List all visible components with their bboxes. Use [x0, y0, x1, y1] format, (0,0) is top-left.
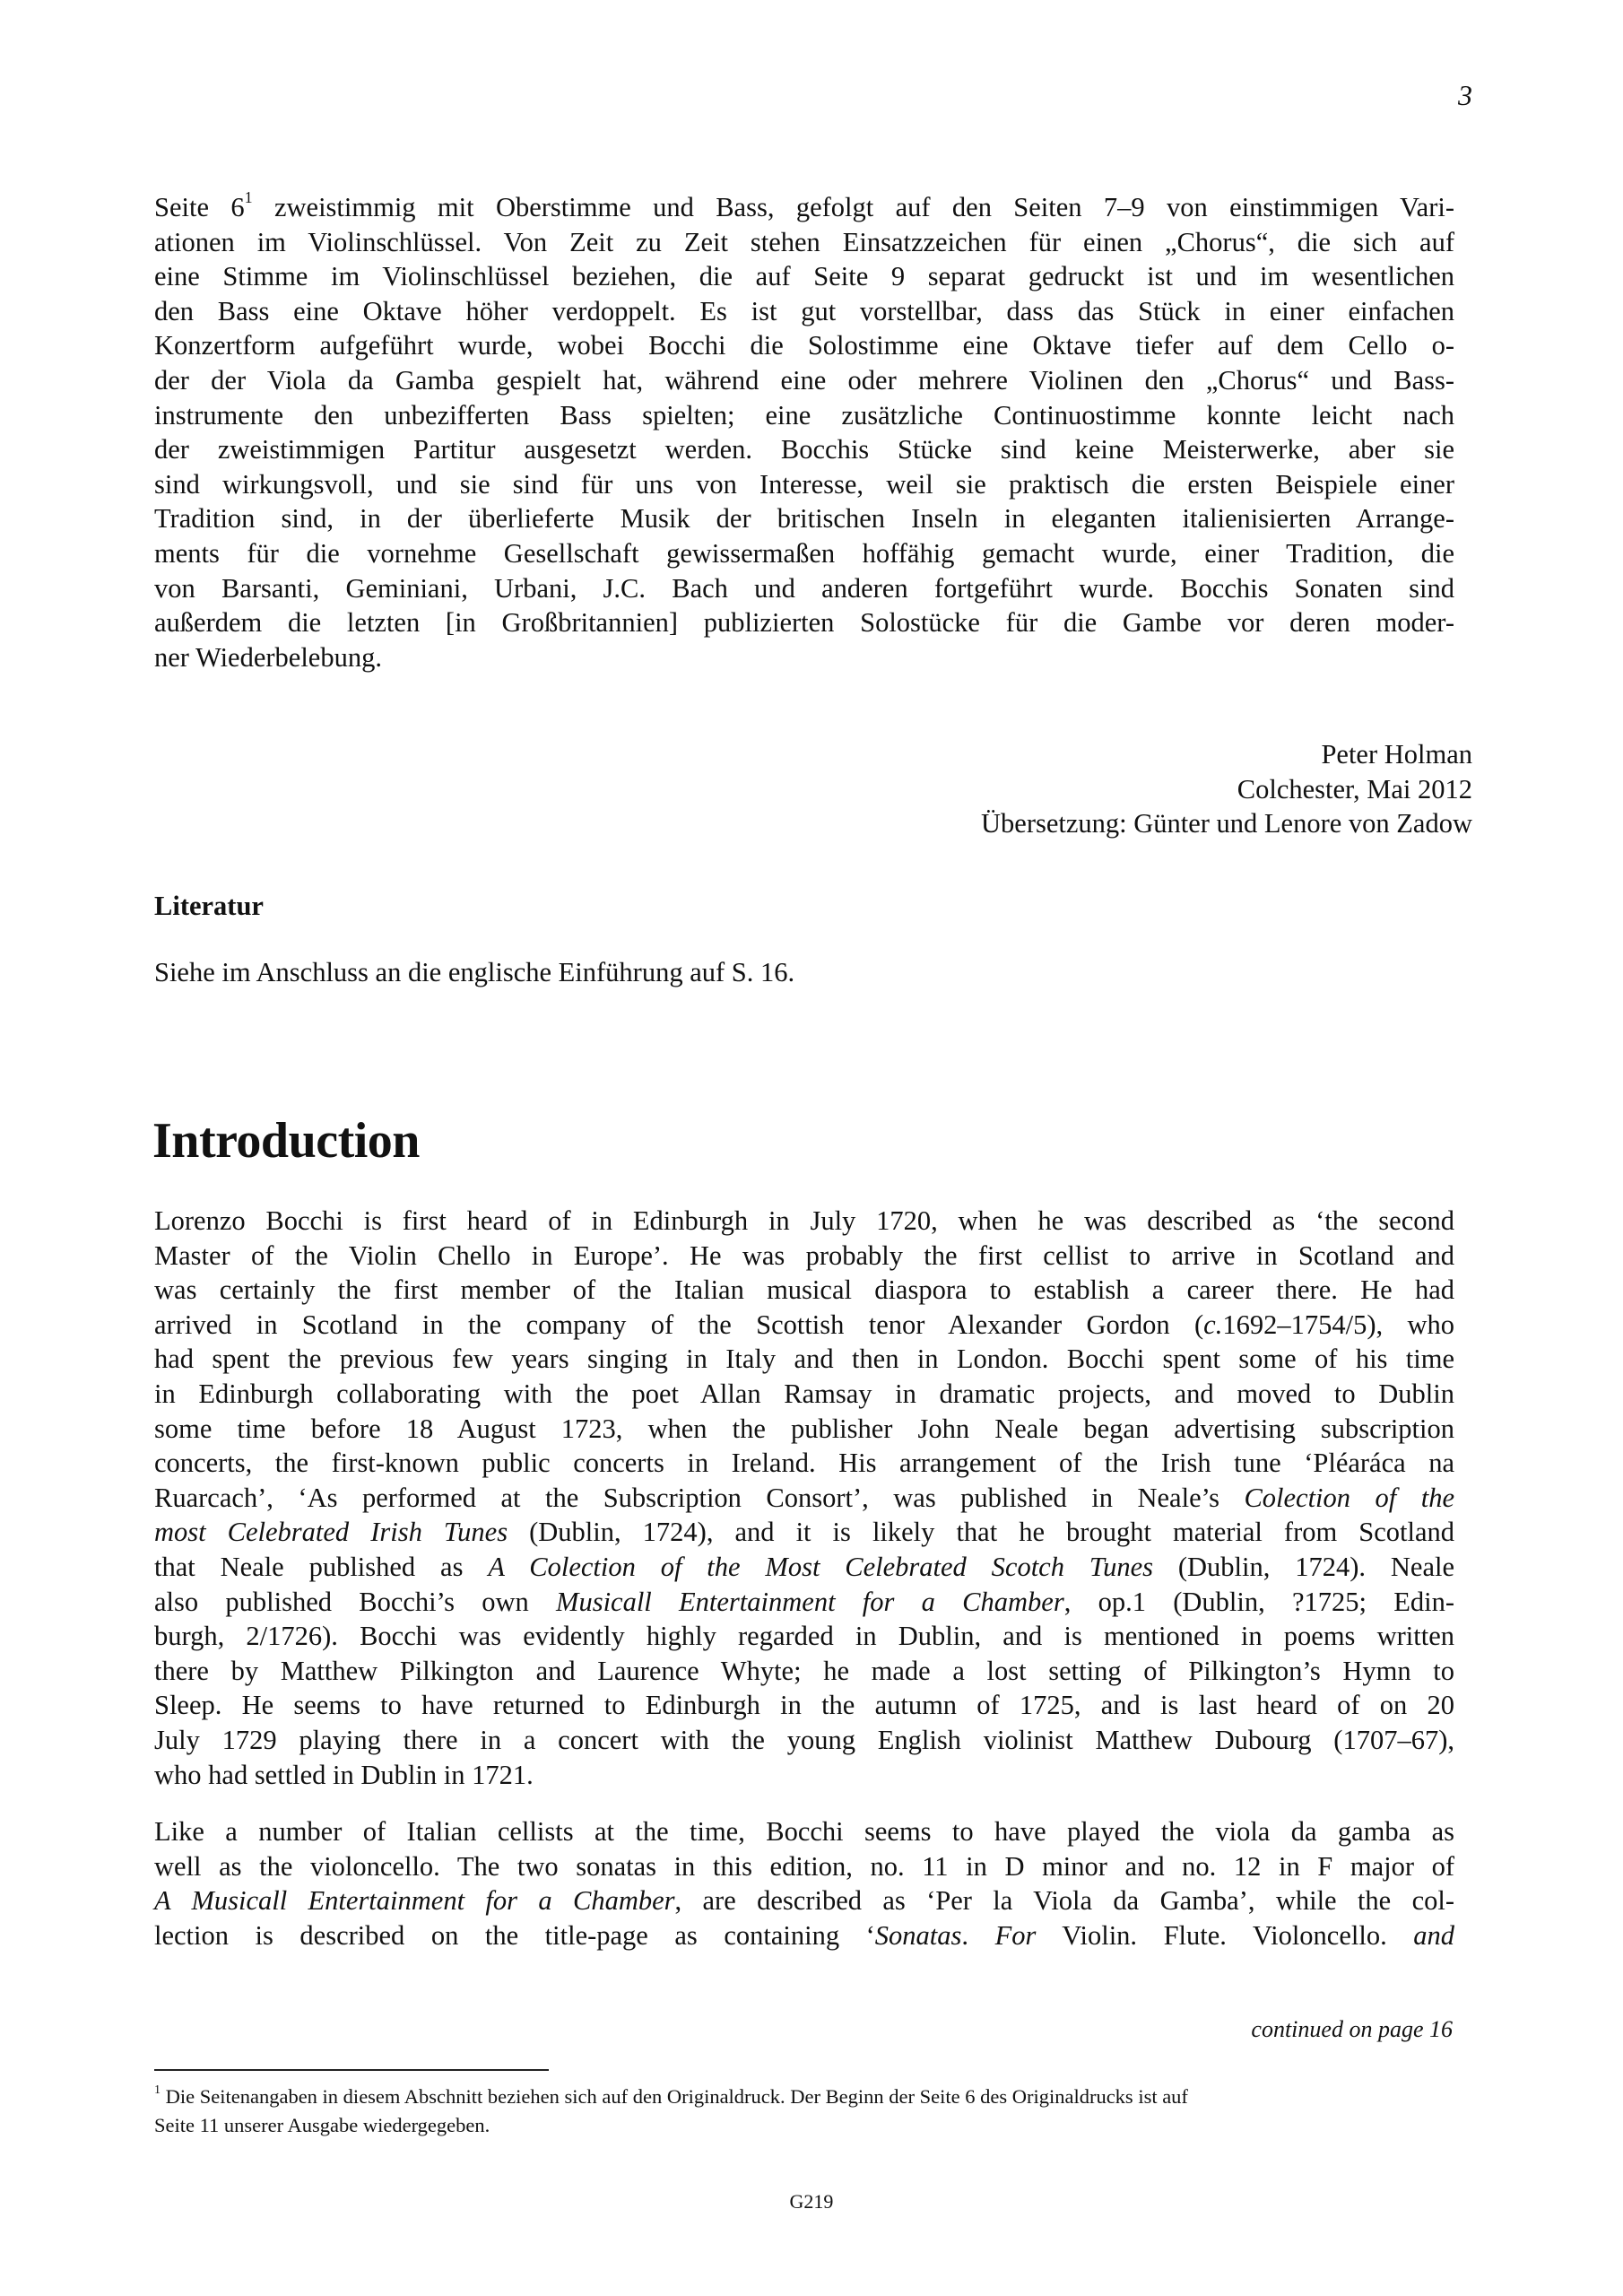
text-line: arrived in Scotland in the company of the Scottish tenor Alexander Gordon (c.1692–1754/5), who [154, 1309, 1454, 1340]
text-line: in Edinburgh collaborating with the poet Allan Ramsay in dramatic projects, and moved to Dublin [154, 1378, 1454, 1409]
footnote-marker: 1 [154, 2083, 161, 2097]
text-line: there by Matthew Pilkington and Laurence Whyte; he made a lost setting of Pilkington’s Hymn to [154, 1655, 1454, 1686]
text-line: concerts, the first-known public concerts in Ireland. His arrangement of the Irish tune ‘Pléaráca na [154, 1448, 1454, 1479]
text-line: was certainly the first member of the Italian musical diaspora to establish a career there. He had [154, 1274, 1454, 1306]
signature-translation: Übersetzung: Günter und Lenore von Zadow [981, 808, 1472, 839]
text-line: eine Stimme im Violinschlüssel beziehen, die auf Seite 9 separat gedruckt ist und im wesentlichen [154, 261, 1454, 292]
introduction-heading: Introduction [152, 1113, 420, 1169]
text-line: most Celebrated Irish Tunes (Dublin, 1724), and it is likely that he brought material from Scotland [154, 1517, 1454, 1548]
text-line: July 1729 playing there in a concert with the young English violinist Matthew Dubourg (1707–67), [154, 1724, 1454, 1755]
text-line: der der Viola da Gamba gespielt hat, während eine oder mehrere Violinen den „Chorus“ und Bass- [154, 364, 1454, 396]
text-line: Seite $6^1$ zweistimmig mit Oberstimme und Bass, gefolgt auf den Seiten 7–9 von einstimmigen Vari- [154, 187, 1454, 222]
text-line: von Barsanti, Geminiani, Urbani, J.C. Bach und anderen fortgeführt wurde. Bocchis Sonaten sind [154, 572, 1454, 604]
text-line: lection is described on the title-page as containing ‘Sonatas. For Violin. Flute. Violoncello. and [154, 1919, 1454, 1951]
text-line: außerdem die letzten [in Großbritannien] publizierten Solostücke für die Gambe vor deren moder- [154, 607, 1454, 639]
text-line: Ruarcach’, ‘As performed at the Subscription Consort’, was published in Neale’s Colection of the [154, 1482, 1454, 1513]
footer-code: G219 [789, 2190, 834, 2213]
text-line: Like a number of Italian cellists at the time, Bocchi seems to have played the viola da gamba as [154, 1816, 1454, 1847]
intro-paragraph-1 [154, 1204, 1454, 1792]
text-line: well as the violoncello. The two sonatas in this edition, no. 11 in D minor and no. 12 in F major of [154, 1850, 1454, 1882]
literatur-heading: Literatur [154, 891, 264, 921]
text-line: Tradition sind, in der überlieferte Musik der britischen Inseln in eleganten italienisierten Arrange- [154, 503, 1454, 535]
footnote-line-1: Die Seitenangaben in diesem Abschnitt beziehen sich auf den Originaldruck. Der Beginn der Seite 6 des Originaldrucks ist auf [165, 2085, 1188, 2108]
signature-place-date: Colchester, Mai 2012 [1237, 773, 1472, 804]
german-paragraph [154, 187, 1454, 674]
text-line: burgh, 2/1726). Bocchi was evidently highly regarded in Dublin, and is mentioned in poems written [154, 1621, 1454, 1652]
footnote-reference: 1 [244, 187, 253, 206]
intro-paragraph-2 [154, 1814, 1454, 1952]
literatur-text: Siehe im Anschluss an die englische Einführung auf S. 16. [154, 957, 795, 987]
text-line: Lorenzo Bocchi is first heard of in Edinburgh in July 1720, when he was described as ‘the second [154, 1205, 1454, 1236]
text-line: ments für die vornehme Gesellschaft gewissermaßen hoffähig gemacht wurde, einer Tradition, die [154, 537, 1454, 569]
text-line: A Musicall Entertainment for a Chamber, are described as ‘Per la Viola da Gamba’, while the col- [154, 1885, 1454, 1917]
text-line: who had settled in Dublin in 1721. [154, 1759, 534, 1790]
text-line: had spent the previous few years singing in Italy and then in London. Bocchi spent some of his time [154, 1344, 1454, 1375]
text-line: den Bass eine Oktave höher verdoppelt. Es ist gut vorstellbar, dass das Stück in einer einfachen [154, 295, 1454, 326]
footnote [154, 2083, 1436, 2140]
footnote-line-2: Seite 11 unserer Ausgabe wiedergegeben. [154, 2114, 490, 2136]
text-line: Sleep. He seems to have returned to Edinburgh in the autumn of 1725, and is last heard of on 20 [154, 1690, 1454, 1721]
text-line: der zweistimmigen Partitur ausgesetzt werden. Bocchis Stücke sind keine Meisterwerke, aber sie [154, 434, 1454, 465]
text-line: Konzertform aufgeführt wurde, wobei Bocchi die Solostimme eine Oktave tiefer auf dem Cello o- [154, 330, 1454, 361]
text-line: ner Wiederbelebung. [154, 641, 382, 673]
page-number: 3 [1458, 79, 1472, 111]
text-line: Master of the Violin Chello in Europe’. He was probably the first cellist to arrive in Scotland and [154, 1239, 1454, 1271]
footnote-rule [154, 2069, 549, 2071]
text-line: some time before 18 August 1723, when the publisher John Neale began advertising subscription [154, 1413, 1454, 1444]
signature-author: Peter Holman [1321, 739, 1472, 770]
text-line: that Neale published as A Colection of the Most Celebrated Scotch Tunes (Dublin, 1724). Neale [154, 1551, 1454, 1582]
text-line: sind wirkungsvoll, und sie sind für uns von Interesse, weil sie praktisch die ersten Beispiele einer [154, 468, 1454, 500]
text-line: also published Bocchi’s own Musicall Entertainment for a Chamber, op.1 (Dublin, ?1725; Edin- [154, 1586, 1455, 1617]
text-line: ationen im Violinschlüssel. Von Zeit zu Zeit stehen Einsatzzeichen für einen „Chorus“, die sich auf [154, 226, 1454, 257]
continued-note: continued on page 16 [1251, 2016, 1453, 2042]
signature-block [981, 737, 1472, 841]
text-line: instrumente den unbezifferten Bass spielten; eine zusätzliche Continuostimme konnte leicht nach [154, 399, 1454, 430]
